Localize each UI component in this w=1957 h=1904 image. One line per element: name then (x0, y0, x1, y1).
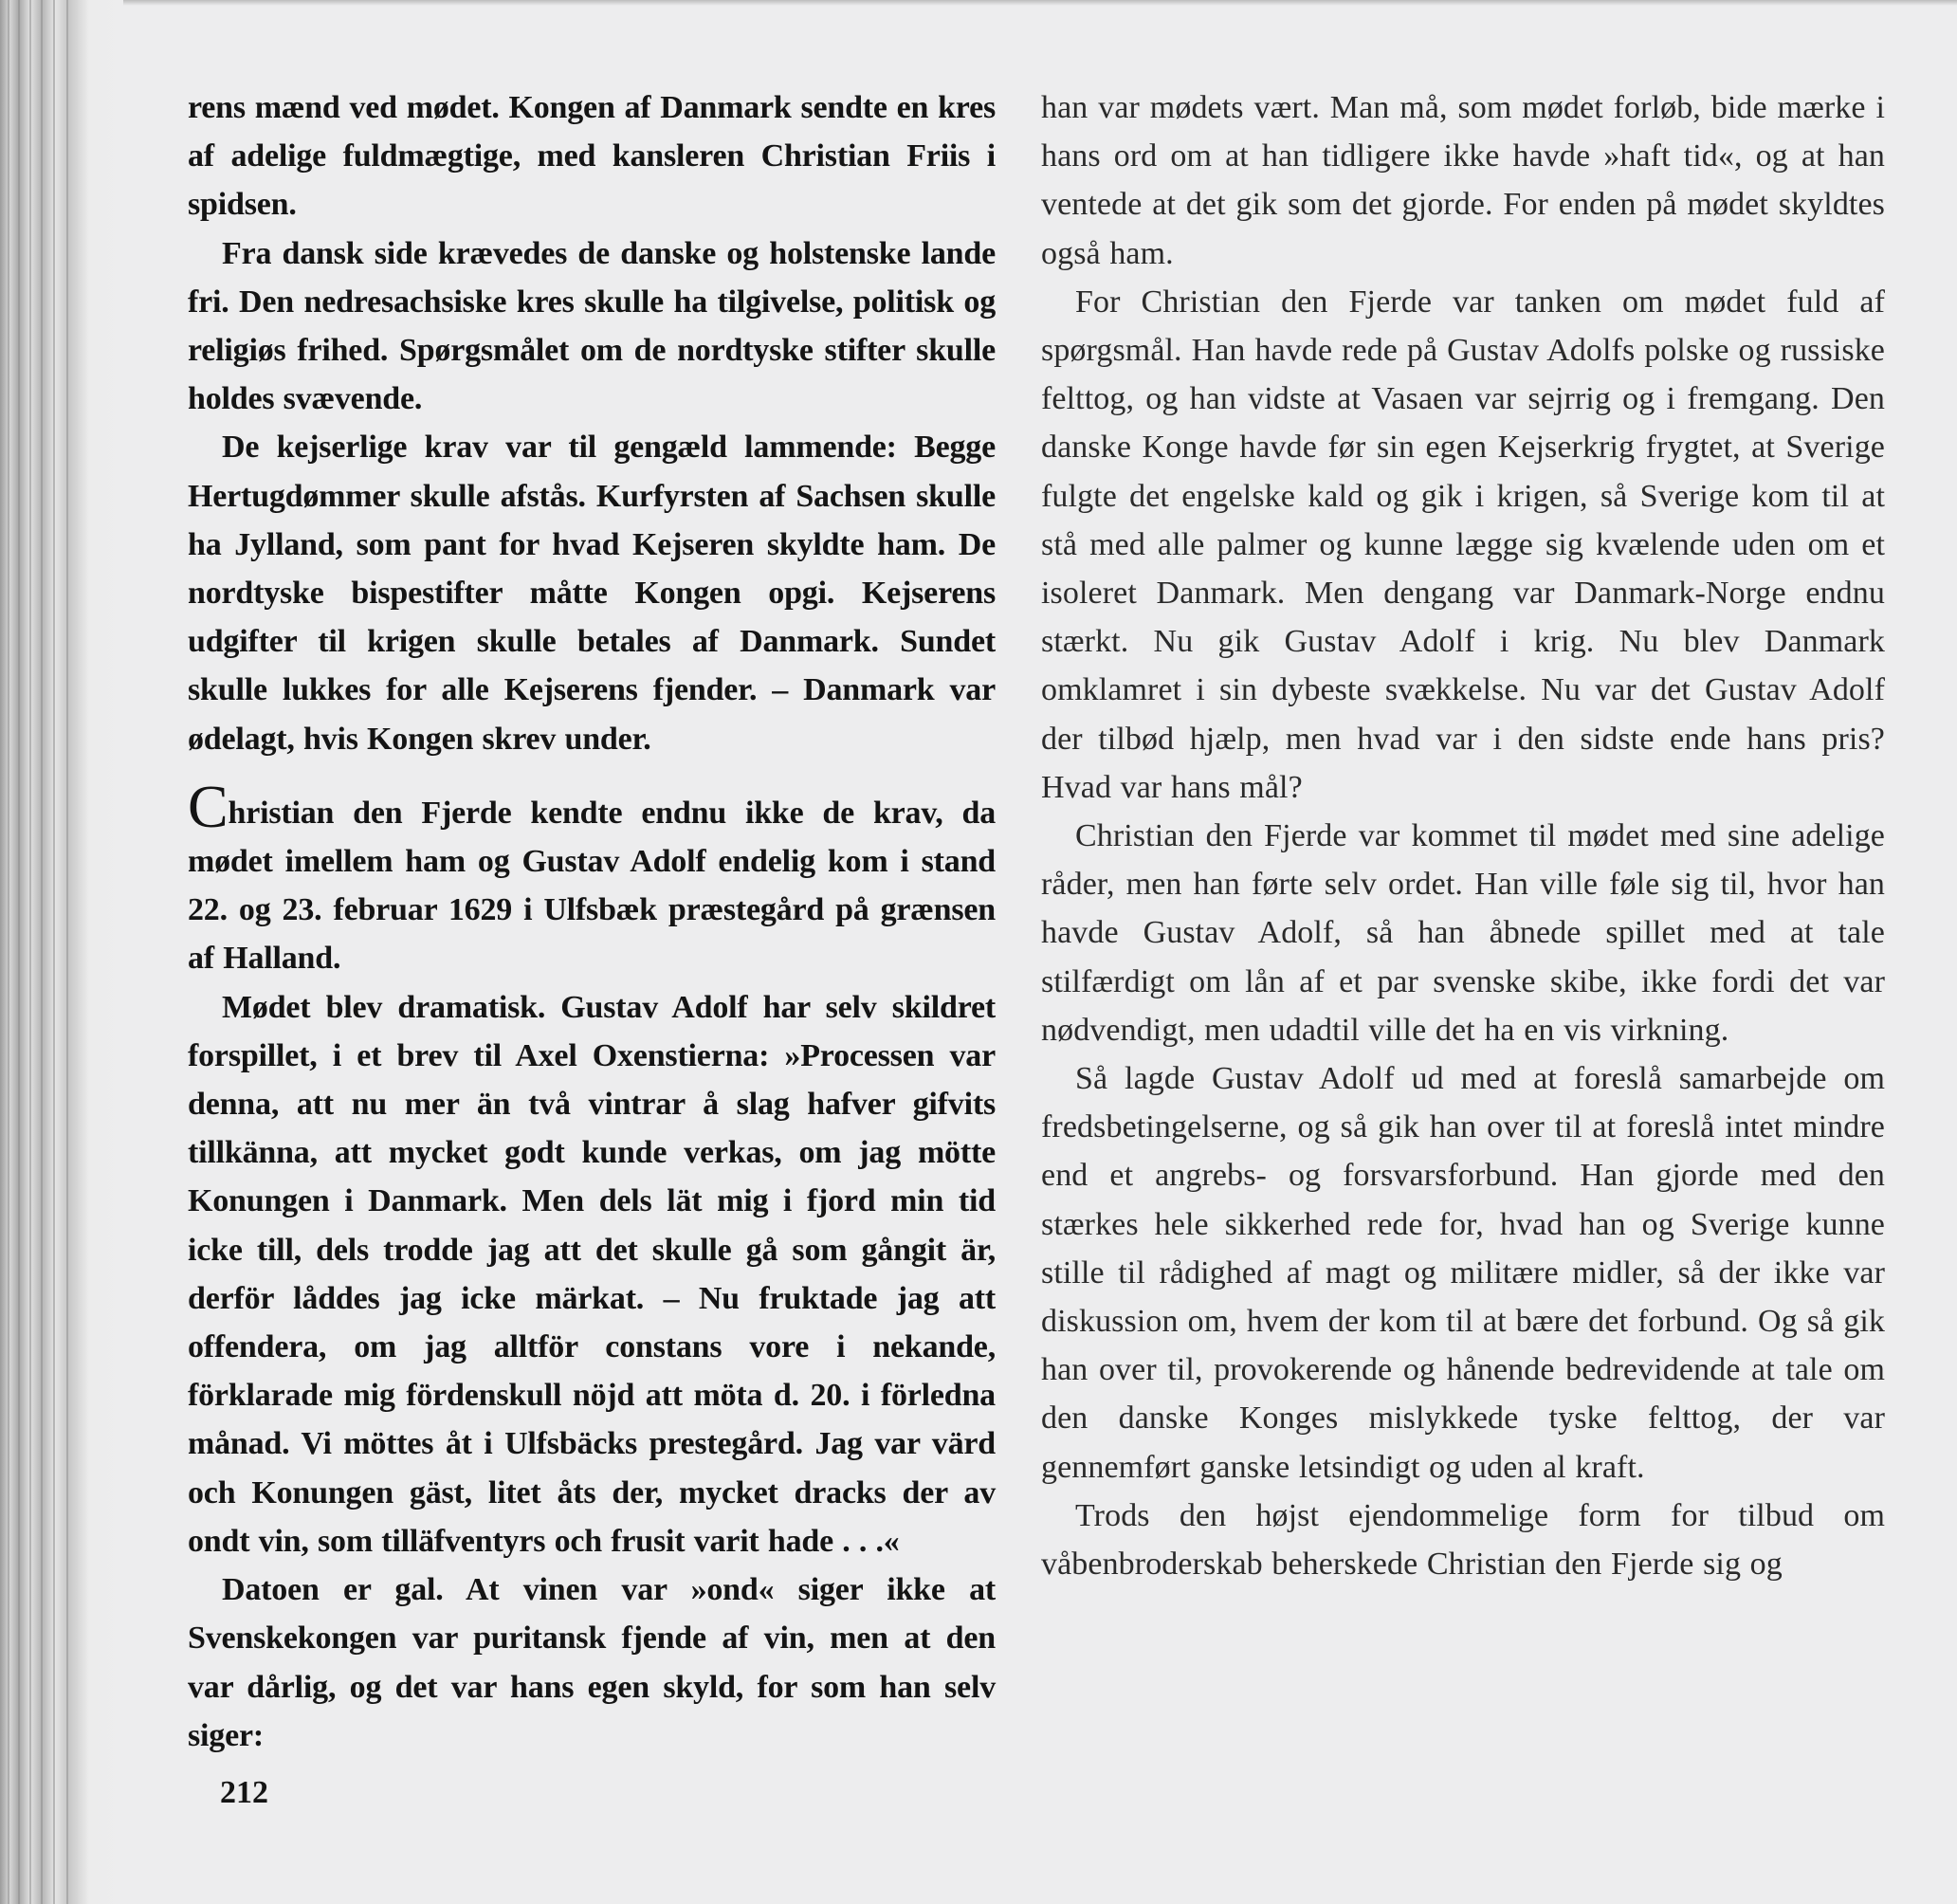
page-number: 212 (220, 1775, 268, 1810)
left-paragraph-4 (188, 772, 996, 983)
page-edge-line (8, 0, 9, 1904)
right-paragraph-3: Christian den Fjerde var kommet til mødet med sine adelige råder, men han førte selv ordet. Han ville føle sig til, hvor han havde Gustav Adolf, så han åbnede spillet med at tale stilfærdigt om lån af et par svenske skibe, ikke fordi det var nødvendigt, men udadtil ville det ha en vis virkning. (1041, 818, 1885, 1048)
left-paragraph-6: Datoen er gal. At vinen var »ond« siger ikke at Svenskekongen var puritansk fjende af vin, men at den var dårlig, og det var hans egen skyld, for som han selv siger: (188, 1572, 996, 1753)
page-edge-line (66, 0, 68, 1904)
page-edge-line (29, 0, 31, 1904)
left-paragraph-2: Fra dansk side krævedes de danske og holstenske lande fri. Den nedresachsiske kres skulle ha tilgivelse, politisk og religiøs frihed. Spørgsmålet om de nordtyske stifter skulle holdes svævende. (188, 235, 996, 417)
drop-cap-letter: C (188, 772, 229, 840)
left-paragraph-4-text: hristian den Fjerde kendte endnu ikke de krav, da mødet imellem ham og Gustav Adolf endelig kom i stand 22. og 23. februar 1629 i Ulfsbæk præstegård på grænsen af Halland. (188, 795, 996, 977)
left-paragraph-3: De kejserlige krav var til gengæld lammende: Begge Hertugdømmer skulle afstås. Kurfyrsten af Sachsen skulle ha Jylland, som pant for hvad Kejseren skyldte ham. De nordtyske bispestifter måtte Kongen opgi. Kejserens udgifter til krigen skulle betales af Danmark. Sundet skulle lukkes for alle Kejserens fjender. – Danmark var ødelagt, hvis Kongen skrev under. (188, 430, 996, 757)
page-edge-line (53, 0, 55, 1904)
right-text-column (1041, 83, 1885, 1588)
left-paragraph-5: Mødet blev dramatisk. Gustav Adolf har selv skildret forspillet, i et brev til Axel Oxenstierna: »Processen var denna, att nu mer än två vintrar å slag hafver gifvits tillkänna, att mycket godt kunde verkas, om jag mötte Konungen i Danmark. Men dels lät mig i fjord min tid icke till, dels trodde jag att det skulle gå som gångit är, derför låddes jag icke märkat. – Nu fruktade jag att offendera, om jag alltför constans vore i nekande, förklarade mig fördenskull nöjd att möta d. 20. i förledna månad. Vi möttes åt i Ulfsbäcks prestegård. Jag var värd och Konungen gäst, litet åts der, mycket dracks der av ondt vin, som tilläfventyrs och frusit varit hade . . .« (188, 989, 996, 1559)
left-paragraph-1: rens mænd ved mødet. Kongen af Danmark sendte en kres af adelige fuldmægtige, med kansleren Christian Friis i spidsen. (188, 90, 996, 223)
page-top-edge (0, 0, 1957, 6)
left-text-column (188, 83, 996, 1760)
book-page-edges (0, 0, 123, 1904)
right-paragraph-1: han var mødets vært. Man må, som mødet forløb, bide mærke i hans ord om at han tidligere ikke havde »haft tid«, og at han ventede at det gik som det gjorde. For enden på mødet skyldtes også ham. (1041, 90, 1885, 271)
right-paragraph-4: Så lagde Gustav Adolf ud med at foreslå samarbejde om fredsbetingelserne, og så gik han over til at foreslå intet mindre end et angrebs- og forsvarsforbund. Han gjorde med den stærkes hele sikkerhed rede for, hvad han og Sverige kunne stille til rådighed af magt og militære midler, så der ikke var diskussion om, hvem der kom til at bære det forbund. Og så gik han over til, provokerende og hånende bedrevidende at tale om den danske Konges mislykkede tyske felttog, der var gennemført ganske letsindigt og uden al kraft. (1041, 1061, 1885, 1485)
page-edge-line (18, 0, 20, 1904)
right-paragraph-2: For Christian den Fjerde var tanken om mødet fuld af spørgsmål. Han havde rede på Gustav Adolfs polske og russiske felttog, og han vidste at Vasaen var sejrrig og i fremgang. Den danske Konge havde før sin egen Kejserkrig frygtet, at Sverige fulgte det engelske kald og gik i krigen, så Sverige kom til at stå med alle palmer og kunne lægge sig kvælende uden om et isoleret Danmark. Men dengang var Danmark-Norge endnu stærkt. Nu gik Gustav Adolf i krig. Nu blev Danmark omklamret i sin dybeste svækkelse. Nu var det Gustav Adolf der tilbød hjælp, men hvad var i den sidste ende hans pris? Hvad var hans mål? (1041, 284, 1885, 805)
right-paragraph-5: Trods den højst ejendommelige form for tilbud om våbenbroderskab beherskede Christian den Fjerde sig og (1041, 1497, 1885, 1583)
page-edge-line (41, 0, 43, 1904)
